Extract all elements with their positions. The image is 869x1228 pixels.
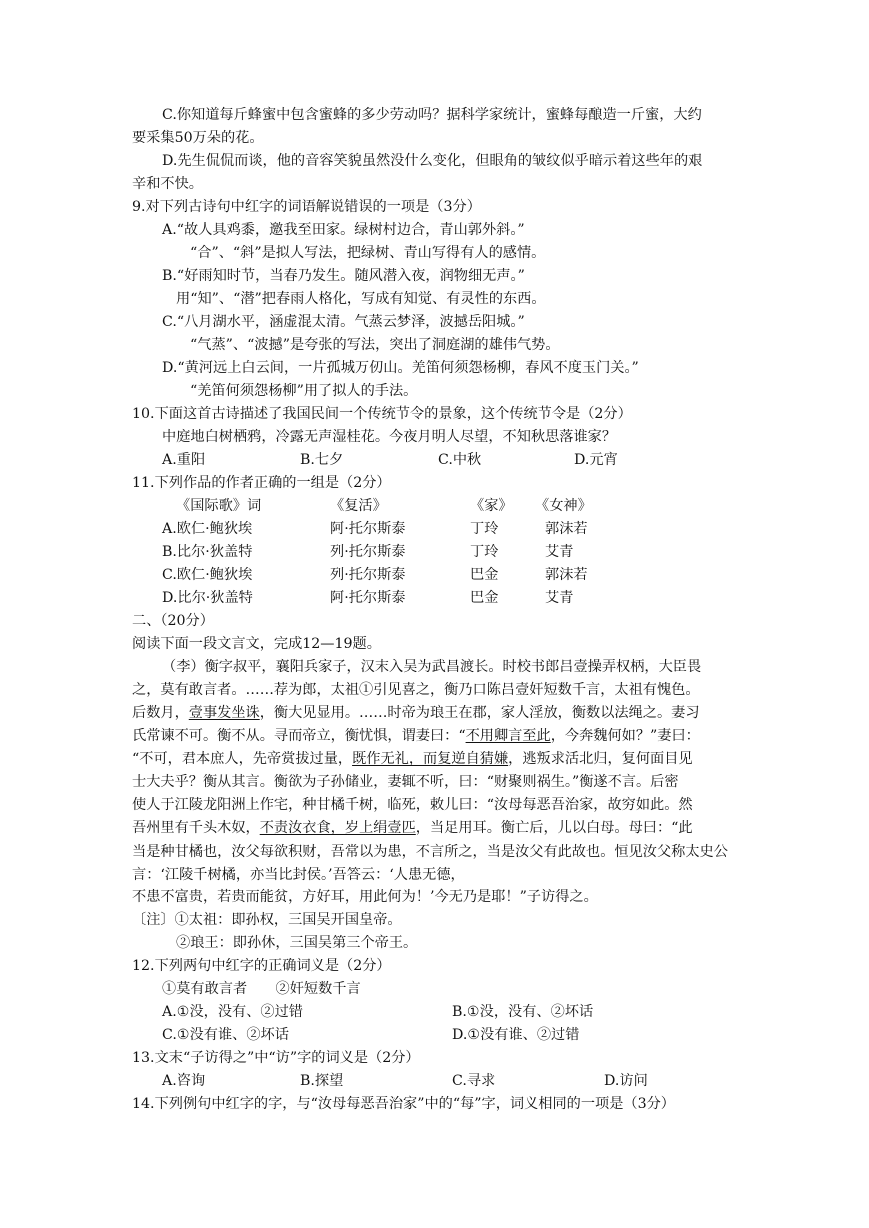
q11-row-d-col1: D.比尔·狄盖特 bbox=[162, 590, 253, 606]
passage-line-5 bbox=[132, 749, 693, 769]
q11-row-d-col3: 巴金 bbox=[470, 590, 499, 606]
q11-row-a-col2: 阿·托尔斯泰 bbox=[330, 521, 406, 537]
q11-row-b-col2: 列·托尔斯泰 bbox=[330, 544, 406, 560]
passage-line-7: 使人于江陵龙阳洲上作宅，种甘橘千树，临死，敕儿曰：“汝母每恶吾治家，故穷如此。然 bbox=[132, 797, 693, 813]
q9-option-c: C.“八月湖水平，涵虚混太清。气蒸云梦泽，波撼岳阳城。” bbox=[162, 314, 525, 330]
q12-option-a: A.①没，没有、②过错 bbox=[162, 1004, 303, 1020]
q11-row-b-col3: 丁玲 bbox=[470, 544, 499, 560]
q13-option-b: B.探望 bbox=[300, 1073, 344, 1089]
passage-text: 氏常谏不可。衡不从。寻而帝立，衡忧惧，谓妻曰：“ bbox=[132, 728, 466, 744]
underlined-phrase: 不责汝衣食，岁上绢壹匹 bbox=[259, 820, 416, 836]
q8-option-c-line1: C.你知道每斤蜂蜜中包含蜜蜂的多少劳动吗？据科学家统计，蜜蜂每酿造一斤蜜，大约 bbox=[162, 107, 702, 123]
q11-row-c-col4: 郭沫若 bbox=[545, 567, 588, 583]
q11-row-c-col2: 列·托尔斯泰 bbox=[330, 567, 406, 583]
passage-text: 后数月， bbox=[132, 705, 189, 721]
q11-stem: 11.下列作品的作者正确的一组是（2分） bbox=[132, 475, 391, 491]
q11-row-c-col1: C.欧仁·鲍狄埃 bbox=[162, 567, 253, 583]
q10-option-d: D.元宵 bbox=[574, 452, 618, 468]
passage-text: ，当足用耳。衡亡后，儿以白母。母曰：“此 bbox=[415, 820, 693, 836]
q8-option-d-line2: 辛和不快。 bbox=[132, 176, 203, 192]
q9-option-d: D.“黄河远上白云间，一片孤城万仞山。羌笛何须怨杨柳，春风不度玉门关。” bbox=[162, 360, 639, 376]
q11-row-a-col3: 丁玲 bbox=[470, 521, 499, 537]
passage-text: ，衡大见显用。……时帝为琅王在郡，家人淫放，衡数以法绳之。妻习 bbox=[259, 705, 700, 721]
passage-line-3 bbox=[132, 703, 700, 723]
section-two-heading: 二、（20分） bbox=[132, 613, 214, 629]
q11-header-1: 《国际歌》词 bbox=[176, 498, 262, 514]
q9-option-d-note: “羌笛何须怨杨柳”用了拟人的手法。 bbox=[190, 383, 418, 399]
q12-option-c: C.①没有谁、②坏话 bbox=[162, 1027, 289, 1043]
q9-stem: 9.对下列古诗句中红字的词语解说错误的一项是（3分） bbox=[132, 199, 481, 215]
q8-option-c-line2: 要采集50万朵的花。 bbox=[132, 130, 264, 146]
q11-row-d-col2: 阿·托尔斯泰 bbox=[330, 590, 406, 606]
q12-items: ①莫有敢言者 ②奸短数千言 bbox=[162, 981, 361, 997]
q10-stem: 10.下面这首古诗描述了我国民间一个传统节令的景象，这个传统节令是（2分） bbox=[132, 406, 632, 422]
passage-text: ，逃叛求活北归，复何面目见 bbox=[508, 751, 693, 767]
passage-text: 吾州里有千头木奴， bbox=[132, 820, 260, 836]
q11-row-b-col1: B.比尔·狄盖特 bbox=[162, 544, 253, 560]
q11-row-d-col4: 艾青 bbox=[545, 590, 574, 606]
q10-option-b: B.七夕 bbox=[300, 452, 344, 468]
q12-option-b: B.①没，没有、②坏话 bbox=[452, 1004, 594, 1020]
q12-stem: 12.下列两句中红字的正确词义是（2分） bbox=[132, 958, 391, 974]
q11-header-2: 《复活》 bbox=[330, 498, 387, 514]
q11-row-b-col4: 艾青 bbox=[545, 544, 574, 560]
passage-text: “不可，君本庶人，先帝赏拔过量， bbox=[132, 751, 353, 767]
q10-poem: 中庭地白树栖鸦，冷露无声湿桂花。今夜月明人尽望，不知秋思落谁家？ bbox=[162, 429, 617, 445]
q14-stem: 14.下列例句中红字的字，与“汝母每恶吾治家”中的“每”字，词义相同的一项是（3分） bbox=[132, 1096, 675, 1112]
passage-text: ，今奔魏何如？”妻曰： bbox=[550, 728, 700, 744]
q9-option-b: B.“好雨知时节，当春乃发生。随风潜入夜，润物细无声。” bbox=[162, 268, 525, 284]
passage-line-9: 当是种甘橘也，汝父每欲积财，吾常以为患，不言所之，当是汝父有此故也。恒见汝父称太史公言：‘江陵千树橘，亦当比封侯。’吾答云：‘人患无德， bbox=[132, 844, 728, 883]
passage-line-4 bbox=[132, 726, 700, 746]
q11-header-3: 《家》 bbox=[470, 498, 513, 514]
q11-row-a-col4: 郭沫若 bbox=[545, 521, 588, 537]
q11-header-4: 《女神》 bbox=[535, 498, 592, 514]
passage-line-2: 之，莫有敢言者。……荐为郎，太祖①引见喜之，衡乃口陈吕壹奸短数千言，太祖有愧色。 bbox=[132, 682, 700, 698]
q10-option-c: C.中秋 bbox=[438, 452, 482, 468]
q11-row-c-col3: 巴金 bbox=[470, 567, 499, 583]
q9-option-a: A.“故人具鸡黍，邀我至田家。绿树村边合，青山郭外斜。” bbox=[162, 222, 525, 238]
q13-option-c: C.寻求 bbox=[452, 1073, 496, 1089]
q9-option-b-note: 用“知”、“潜”把春雨人格化，写成有知觉、有灵性的东西。 bbox=[176, 291, 546, 307]
passage-line-8 bbox=[132, 818, 693, 838]
q10-option-a: A.重阳 bbox=[162, 452, 206, 468]
note-2: ②琅王：即孙休，三国吴第三个帝王。 bbox=[176, 935, 418, 951]
q13-stem: 13.文末“子访得之”中“访”字的词义是（2分） bbox=[132, 1050, 420, 1066]
q12-option-d: D.①没有谁、②过错 bbox=[452, 1027, 580, 1043]
q11-row-a-col1: A.欧仁·鲍狄埃 bbox=[162, 521, 253, 537]
q9-option-c-note: “气蒸”、“波撼”是夸张的写法，突出了洞庭湖的雄伟气势。 bbox=[190, 337, 560, 353]
note-1: 〔注〕①太祖：即孙权，三国吴开国皇帝。 bbox=[132, 912, 402, 928]
underlined-phrase: 不用卿言至此 bbox=[465, 728, 551, 744]
underlined-phrase: 既作无礼，而复逆自猜嫌 bbox=[352, 751, 509, 767]
q13-option-d: D.访问 bbox=[604, 1073, 648, 1089]
passage-line-6: 士大夫乎？衡从其言。衡欲为子孙储业，妻辄不听，曰：“财聚则祸生。”衡遂不言。后密 bbox=[132, 774, 679, 790]
passage-line-1: （李）衡字叔平，襄阳兵家子，汉末入吴为武昌渡长。时校书郎吕壹操弄权柄，大臣畏 bbox=[162, 659, 702, 675]
q13-option-a: A.咨询 bbox=[162, 1073, 206, 1089]
underlined-phrase: 壹事发坐诛 bbox=[188, 705, 260, 721]
q9-option-a-note: “合”、“斜”是拟人写法，把绿树、青山写得有人的感情。 bbox=[190, 245, 546, 261]
q8-option-d-line1: D.先生侃侃而谈，他的音容笑貌虽然没什么变化，但眼角的皱纹似乎暗示着这些年的艰 bbox=[162, 153, 703, 169]
passage-line-11: 不患不富贵，若贵而能贫，方好耳，用此何为！’今无乃是耶！”子访得之。 bbox=[132, 889, 598, 905]
reading-instruction: 阅读下面一段文言文，完成12—19题。 bbox=[132, 636, 381, 652]
